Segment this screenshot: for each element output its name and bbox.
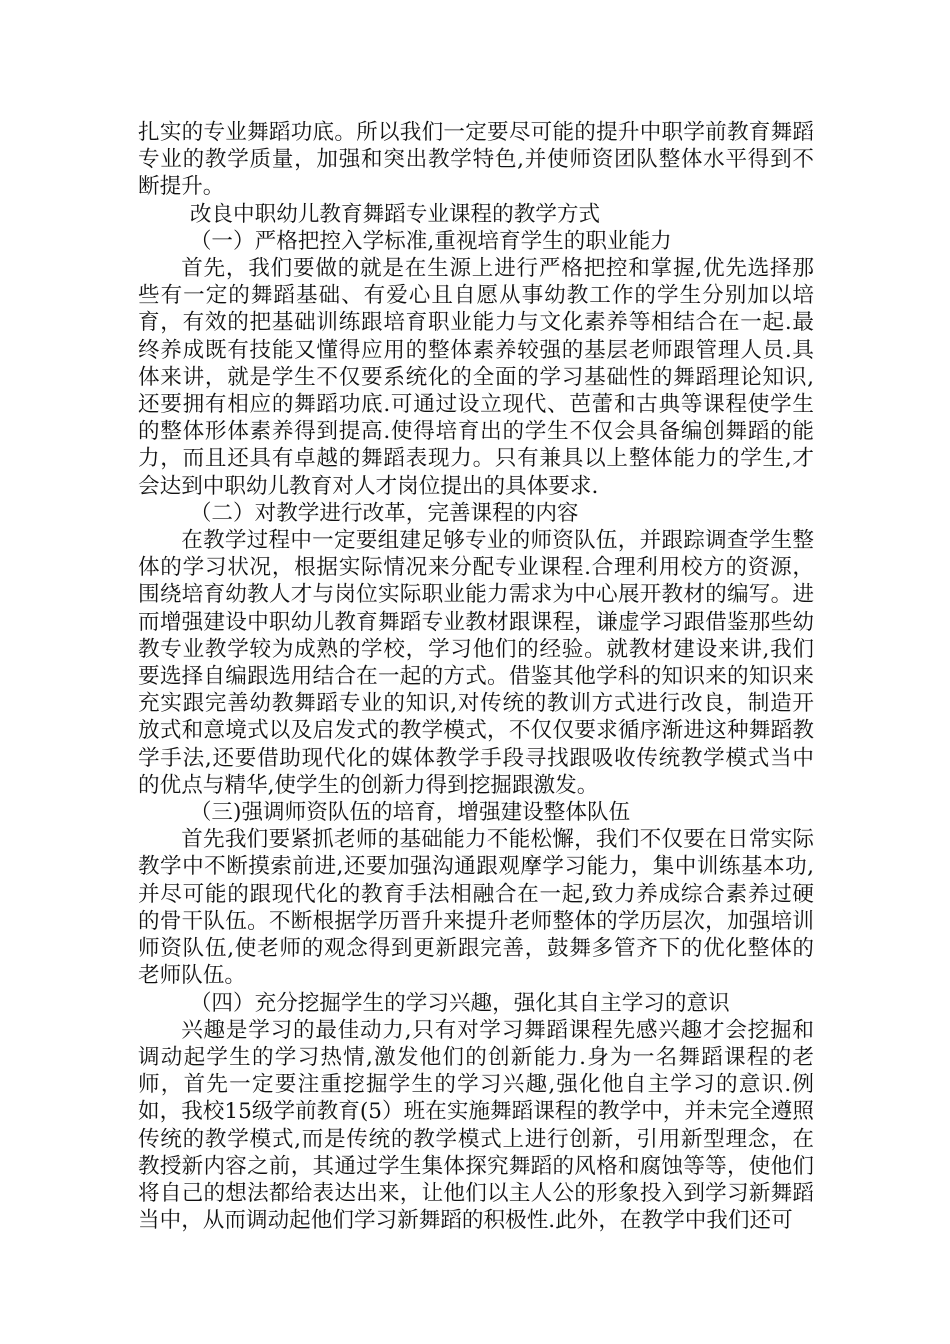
- section-heading: 改良中职幼儿教育舞蹈专业课程的教学方式: [189, 201, 601, 227]
- sub-heading-4: （四）充分挖掘学生的学习兴趣，强化其自主学习的意识: [189, 990, 730, 1016]
- sub-heading-2: （二）对教学进行改革，完善课程的内容: [189, 500, 579, 526]
- document-page: [138, 119, 814, 1234]
- sub-heading-1: （一）严格把控入学标准,重视培育学生的职业能力: [189, 228, 672, 254]
- paragraph-4: 兴趣是学习的最佳动力,只有对学习舞蹈课程先感兴趣才会挖掘和调动起学生的学习热情,激发他们的创新能力.身为一名舞蹈课程的老师，首先一定要注重挖掘学生的学习兴趣,强化他自主学习的意识.例如，我校15级学前教育(5）班在实施舞蹈课程的教学中，并未完全遵照传统的教学模式,而是传统的教学模式上进行创新，引用新型理念，在教授新内容之前，其通过学生集体探究舞蹈的风格和腐蚀等等，使他们将自己的想法都给表达出来，让他们以主人公的形象投入到学习新舞蹈当中，从而调动起他们学习新舞蹈的积极性.此外，在教学中我们还可: [138, 1017, 814, 1234]
- paragraph-continuation: 扎实的专业舞蹈功底。所以我们一定要尽可能的提升中职学前教育舞蹈专业的教学质量，加强和突出教学特色,并使师资团队整体水平得到不断提升。: [138, 120, 814, 200]
- paragraph-3: 首先我们要紧抓老师的基础能力不能松懈，我们不仅要在日常实际教学中不断摸索前进,还要加强沟通跟观摩学习能力，集中训练基本功,并尽可能的跟现代化的教育手法相融合在一起,致力养成综合素养过硬的骨干队伍。不断根据学历晋升来提升老师整体的学历层次，加强培训师资队伍,使老师的观念得到更新跟完善，鼓舞多管齐下的优化整体的老师队伍。: [138, 827, 814, 989]
- paragraph-1: 首先，我们要做的就是在生源上进行严格把控和掌握,优先选择那些有一定的舞蹈基础、有爱心且自愿从事幼教工作的学生分别加以培育，有效的把基础训练跟培育职业能力与文化素养等相结合在一起.最终养成既有技能又懂得应用的整体素养较强的基层老师跟管理人员.具体来讲，就是学生不仅要系统化的全面的学习基础性的舞蹈理论知识,还要拥有相应的舞蹈功底.可通过设立现代、芭蕾和古典等课程使学生的整体形体素养得到提高.使得培育出的学生不仅会具备编创舞蹈的能力，而且还具有卓越的舞蹈表现力。只有兼具以上整体能力的学生,才会达到中职幼儿教育对人才岗位提出的具体要求.: [138, 256, 814, 499]
- sub-heading-3: （三)强调师资队伍的培育，增强建设整体队伍: [189, 800, 631, 826]
- paragraph-2: 在教学过程中一定要组建足够专业的师资队伍，并跟踪调查学生整体的学习状况，根据实际情况来分配专业课程.合理利用校方的资源，围绕培育幼教人才与岗位实际职业能力需求为中心展开教材的编写。进而增强建设中职幼儿教育舞蹈专业教材跟课程，谦虚学习跟借鉴那些幼教专业教学较为成熟的学校，学习他们的经验。就教材建设来讲,我们要选择自编跟选用结合在一起的方式。借鉴其他学科的知识来的知识来充实跟完善幼教舞蹈专业的知识,对传统的教训方式进行改良，制造开放式和意境式以及启发式的教学模式，不仅仅要求循序渐进这种舞蹈教学手法,还要借助现代化的媒体教学手段寻找跟吸收传统教学模式当中的优点与精华,使学生的创新力得到挖掘跟激发。: [138, 528, 814, 798]
